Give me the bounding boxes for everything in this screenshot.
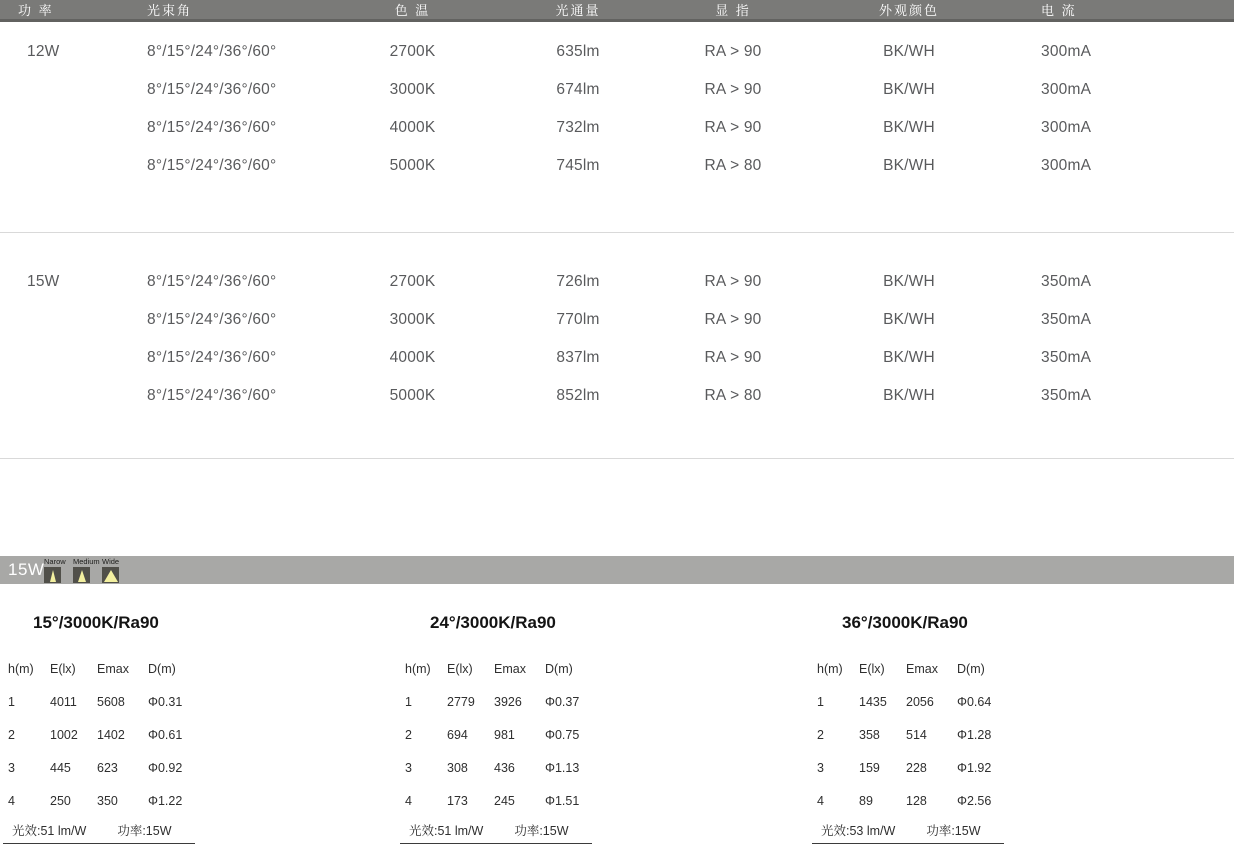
pt-cell: 1435 bbox=[859, 695, 887, 709]
beam-angle-cell: 8°/15°/24°/36°/60° bbox=[147, 273, 277, 290]
cri-cell: RA > 90 bbox=[704, 273, 762, 290]
pt-cell: 3 bbox=[405, 761, 412, 775]
photometric-table-15deg bbox=[8, 613, 208, 844]
pt-efficacy: 光效:53 lm/W bbox=[821, 824, 896, 838]
flux-cell: 726lm bbox=[556, 273, 600, 290]
pt-header-cell: Emax bbox=[97, 662, 129, 676]
pt-cell: Φ2.56 bbox=[957, 794, 992, 808]
table-row bbox=[0, 147, 1234, 185]
cct-cell: 3000K bbox=[389, 311, 436, 328]
cct-cell: 4000K bbox=[389, 349, 436, 366]
photometric-table-24deg bbox=[405, 613, 605, 844]
current-cell: 350mA bbox=[1041, 311, 1092, 328]
pt-efficacy: 光效:51 lm/W bbox=[409, 824, 484, 838]
pt-cell: Φ0.64 bbox=[957, 695, 992, 709]
cri-cell: RA > 80 bbox=[704, 387, 762, 404]
pt-cell: 981 bbox=[494, 728, 515, 742]
pt-header-cell: E(lx) bbox=[50, 662, 76, 676]
pt-title: 15°/3000K/Ra90 bbox=[33, 613, 159, 632]
pt-header-cell: Emax bbox=[494, 662, 526, 676]
beam-icon-medium bbox=[73, 557, 100, 583]
beam-icon-label: Medium bbox=[73, 557, 100, 566]
pt-cell: 1 bbox=[405, 695, 412, 709]
pt-cell: 1 bbox=[8, 695, 15, 709]
pt-cell: Φ0.61 bbox=[148, 728, 183, 742]
pt-cell: 1 bbox=[817, 695, 824, 709]
header-cell-beam: 光束角 bbox=[147, 3, 193, 18]
finish-cell: BK/WH bbox=[883, 273, 935, 290]
beam-icon-label: Wide bbox=[102, 557, 120, 566]
beam-icon-narrow bbox=[44, 558, 66, 583]
pt-cell: 4 bbox=[8, 794, 15, 808]
flux-cell: 837lm bbox=[556, 349, 600, 366]
beam-angle-cell: 8°/15°/24°/36°/60° bbox=[147, 119, 277, 136]
spec-group-12w bbox=[0, 33, 1234, 185]
cri-cell: RA > 90 bbox=[704, 81, 762, 98]
pt-cell: 173 bbox=[447, 794, 468, 808]
cri-cell: RA > 90 bbox=[704, 349, 762, 366]
finish-cell: BK/WH bbox=[883, 157, 935, 174]
pt-cell: Φ0.75 bbox=[545, 728, 580, 742]
finish-cell: BK/WH bbox=[883, 349, 935, 366]
cct-cell: 5000K bbox=[389, 157, 436, 174]
pt-cell: 308 bbox=[447, 761, 468, 775]
pt-power: 功率:15W bbox=[117, 824, 172, 838]
pt-cell: 89 bbox=[859, 794, 873, 808]
beam-angle-cell: 8°/15°/24°/36°/60° bbox=[147, 43, 277, 60]
power-cell: 15W bbox=[27, 273, 60, 290]
pt-cell: 3 bbox=[8, 761, 15, 775]
photometric-table-36deg bbox=[817, 613, 1017, 844]
finish-cell: BK/WH bbox=[883, 43, 935, 60]
pt-cell: 128 bbox=[906, 794, 927, 808]
pt-cell: 358 bbox=[859, 728, 880, 742]
pt-cell: Φ0.92 bbox=[148, 761, 183, 775]
cct-cell: 2700K bbox=[389, 43, 436, 60]
pt-cell: 245 bbox=[494, 794, 515, 808]
beam-angle-cell: 8°/15°/24°/36°/60° bbox=[147, 157, 277, 174]
pt-header-cell: D(m) bbox=[148, 662, 176, 676]
pt-header-cell: E(lx) bbox=[447, 662, 473, 676]
pt-cell: 3926 bbox=[494, 695, 522, 709]
header-cell-cct: 色 温 bbox=[394, 3, 431, 18]
cri-cell: RA > 90 bbox=[704, 43, 762, 60]
table-row bbox=[0, 263, 1234, 301]
pt-cell: 514 bbox=[906, 728, 927, 742]
pt-cell: 3 bbox=[817, 761, 824, 775]
pt-cell: 350 bbox=[97, 794, 118, 808]
pt-cell: 694 bbox=[447, 728, 468, 742]
finish-cell: BK/WH bbox=[883, 387, 935, 404]
flux-cell: 745lm bbox=[556, 157, 600, 174]
spec-group-15w bbox=[0, 263, 1234, 415]
pt-cell: 445 bbox=[50, 761, 71, 775]
pt-cell: Φ1.92 bbox=[957, 761, 992, 775]
cct-cell: 4000K bbox=[389, 119, 436, 136]
divider bbox=[0, 458, 1234, 459]
divider bbox=[0, 232, 1234, 233]
cri-cell: RA > 90 bbox=[704, 311, 762, 328]
table-row bbox=[0, 301, 1234, 339]
pt-header-cell: D(m) bbox=[545, 662, 573, 676]
pt-title: 24°/3000K/Ra90 bbox=[430, 613, 556, 632]
table-row bbox=[0, 71, 1234, 109]
header-cell-current: 电 流 bbox=[1041, 3, 1077, 18]
pt-cell: 4011 bbox=[50, 695, 77, 709]
table-row bbox=[0, 109, 1234, 147]
beam-angle-cell: 8°/15°/24°/36°/60° bbox=[147, 311, 277, 328]
pt-cell: 2779 bbox=[447, 695, 475, 709]
flux-cell: 635lm bbox=[556, 43, 600, 60]
cct-cell: 3000K bbox=[389, 81, 436, 98]
pt-cell: 4 bbox=[405, 794, 412, 808]
flux-cell: 674lm bbox=[556, 81, 600, 98]
power-cell: 12W bbox=[27, 43, 60, 60]
pt-grid bbox=[405, 653, 605, 818]
pt-footer bbox=[812, 818, 1004, 844]
pt-cell: 2 bbox=[405, 728, 412, 742]
pt-cell: 436 bbox=[494, 761, 515, 775]
header-cell-cri: 显 指 bbox=[715, 3, 751, 18]
pt-efficacy: 光效:51 lm/W bbox=[12, 824, 87, 838]
pt-cell: 2 bbox=[8, 728, 15, 742]
spec-table-header bbox=[0, 0, 1234, 22]
header-cell-power: 功 率 bbox=[18, 3, 54, 18]
pt-cell: 1002 bbox=[50, 728, 78, 742]
current-cell: 350mA bbox=[1041, 349, 1092, 366]
table-row bbox=[0, 33, 1234, 71]
pt-header-cell: E(lx) bbox=[859, 662, 885, 676]
pt-grid bbox=[817, 653, 1017, 818]
pt-cell: 2056 bbox=[906, 695, 934, 709]
pt-cell: 159 bbox=[859, 761, 880, 775]
narrow-beam-icon bbox=[44, 567, 61, 583]
cct-cell: 5000K bbox=[389, 387, 436, 404]
pt-footer bbox=[3, 818, 195, 844]
beam-bar-power-label: 15W bbox=[8, 560, 45, 579]
pt-cell: Φ0.31 bbox=[148, 695, 183, 709]
cri-cell: RA > 90 bbox=[704, 119, 762, 136]
pt-cell: Φ1.28 bbox=[957, 728, 992, 742]
pt-cell: 2 bbox=[817, 728, 824, 742]
flux-cell: 770lm bbox=[556, 311, 600, 328]
pt-header-cell: h(m) bbox=[817, 662, 843, 676]
pt-cell: 623 bbox=[97, 761, 118, 775]
table-row bbox=[0, 377, 1234, 415]
pt-cell: 1402 bbox=[97, 728, 125, 742]
cri-cell: RA > 80 bbox=[704, 157, 762, 174]
pt-header-cell: Emax bbox=[906, 662, 938, 676]
flux-cell: 852lm bbox=[556, 387, 600, 404]
finish-cell: BK/WH bbox=[883, 81, 935, 98]
pt-grid bbox=[8, 653, 208, 818]
beam-angle-cell: 8°/15°/24°/36°/60° bbox=[147, 387, 277, 404]
pt-cell: 4 bbox=[817, 794, 824, 808]
current-cell: 350mA bbox=[1041, 273, 1092, 290]
wide-beam-icon bbox=[102, 567, 119, 583]
finish-cell: BK/WH bbox=[883, 311, 935, 328]
pt-cell: Φ1.22 bbox=[148, 794, 183, 808]
pt-title: 36°/3000K/Ra90 bbox=[842, 613, 968, 632]
current-cell: 300mA bbox=[1041, 81, 1092, 98]
pt-power: 功率:15W bbox=[514, 824, 569, 838]
beam-angle-cell: 8°/15°/24°/36°/60° bbox=[147, 81, 277, 98]
current-cell: 300mA bbox=[1041, 43, 1092, 60]
pt-header-cell: h(m) bbox=[405, 662, 431, 676]
pt-cell: 228 bbox=[906, 761, 927, 775]
pt-header-cell: h(m) bbox=[8, 662, 34, 676]
pt-cell: Φ1.51 bbox=[545, 794, 580, 808]
beam-angle-cell: 8°/15°/24°/36°/60° bbox=[147, 349, 277, 366]
current-cell: 300mA bbox=[1041, 157, 1092, 174]
beam-icon-wide bbox=[102, 558, 124, 583]
header-cell-flux: 光通量 bbox=[555, 3, 601, 18]
pt-power: 功率:15W bbox=[926, 824, 981, 838]
pt-cell: 5608 bbox=[97, 695, 125, 709]
pt-footer bbox=[400, 818, 592, 844]
header-cell-finish: 外观颜色 bbox=[878, 3, 939, 18]
pt-cell: 250 bbox=[50, 794, 71, 808]
current-cell: 300mA bbox=[1041, 119, 1092, 136]
medium-beam-icon bbox=[73, 567, 90, 583]
pt-cell: Φ0.37 bbox=[545, 695, 580, 709]
pt-header-cell: D(m) bbox=[957, 662, 985, 676]
finish-cell: BK/WH bbox=[883, 119, 935, 136]
cct-cell: 2700K bbox=[389, 273, 436, 290]
flux-cell: 732lm bbox=[556, 119, 600, 136]
beam-bar bbox=[0, 556, 1234, 584]
beam-icon-label: Narow bbox=[44, 557, 66, 566]
current-cell: 350mA bbox=[1041, 387, 1092, 404]
pt-cell: Φ1.13 bbox=[545, 761, 580, 775]
table-row bbox=[0, 339, 1234, 377]
